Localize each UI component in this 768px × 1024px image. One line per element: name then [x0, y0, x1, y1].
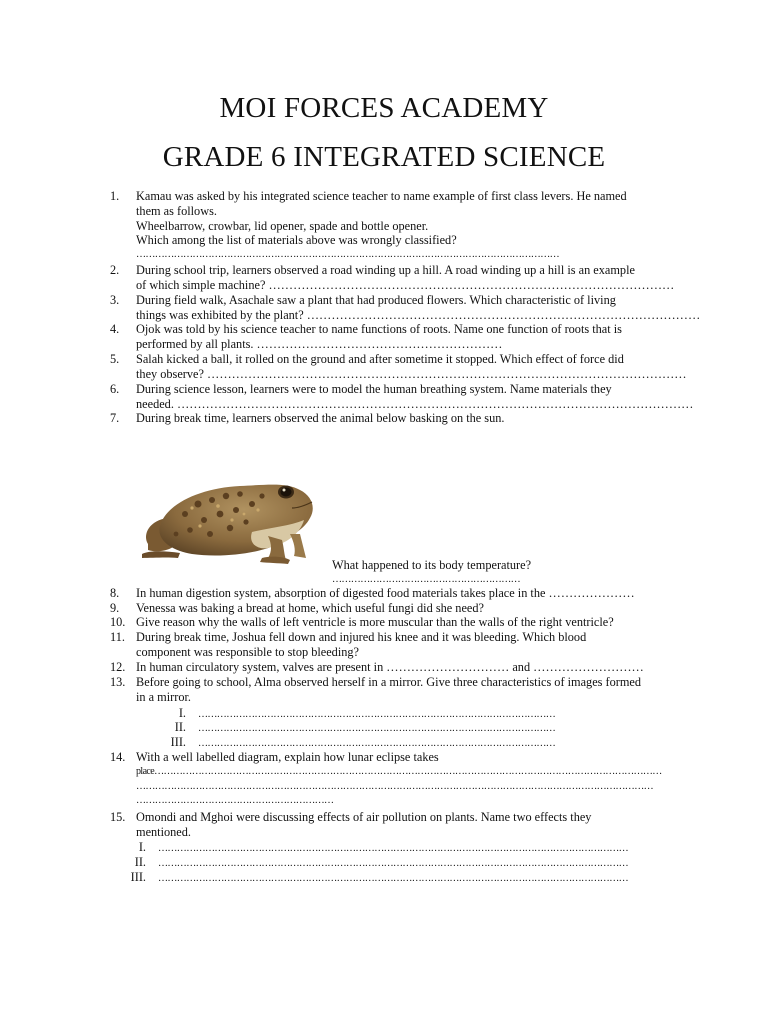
roman-numeral: I.	[178, 706, 186, 720]
question-text: performed by all plants. ……………………………………………………	[136, 336, 503, 351]
question-text: Wheelbarrow, crowbar, lid opener, spade and bottle opener.	[136, 218, 429, 233]
question-text: Venessa was baking a bread at home, which useful fungi did she need?	[136, 601, 484, 615]
question-text: Give reason why the walls of left ventricle is more muscular than the walls of the right ventricle?	[136, 615, 614, 629]
subject-title: GRADE 6 INTEGRATED SCIENCE	[162, 141, 606, 173]
school-title: MOI FORCES ACADEMY	[219, 92, 549, 124]
question-text: mentioned.	[136, 824, 191, 839]
answer-blank[interactable]: ……………………………………………………………………………………………………	[198, 723, 556, 734]
question-12	[110, 660, 690, 675]
question-number: 5.	[110, 352, 120, 366]
question-6	[110, 382, 694, 412]
question-number: 9.	[110, 601, 120, 615]
roman-numeral: III.	[130, 870, 146, 884]
question-number: 2.	[110, 263, 120, 277]
question-14	[110, 750, 680, 809]
question-number: 7.	[110, 411, 120, 425]
question-text: in a mirror.	[136, 689, 191, 704]
question-number: 12.	[110, 660, 126, 674]
answer-blank[interactable]: ……………………………………………………	[332, 574, 521, 585]
q15-answer-3	[120, 870, 628, 887]
answer-blank[interactable]: ………………………………………………………………………………………………………………………	[136, 249, 560, 261]
question-text: Omondi and Mghoi were discussing effects of air pollution on plants. Name two effects they	[136, 810, 592, 824]
toad-image	[140, 474, 320, 566]
question-9	[110, 601, 690, 616]
question-text: they observe? ………………………………………………………………………………………………………	[136, 366, 687, 381]
answer-blank[interactable]: …………………………………………………………………………………………………………………………………………………	[136, 780, 654, 792]
frog-question	[332, 558, 531, 588]
question-13	[110, 675, 690, 705]
question-text: component was responsible to stop bleeding?	[136, 644, 360, 659]
question-text: Kamau was asked by his integrated science teacher to name example of first class levers. He named	[136, 189, 627, 203]
question-1	[110, 189, 690, 263]
roman-numeral: II.	[134, 855, 146, 869]
question-number: 14.	[110, 750, 126, 764]
roman-numeral: II.	[174, 720, 186, 734]
question-text: During school trip, learners observed a road winding up a hill. A road winding up a hill is an example	[136, 263, 635, 277]
question-text: During field walk, Asachale saw a plant that had produced flowers. Which characteristic of living	[136, 293, 616, 307]
question-number: 11.	[110, 630, 125, 644]
question-4	[110, 322, 690, 352]
frog-question-text: What happened to its body temperature?	[332, 558, 532, 572]
question-text: During break time, learners observed the animal below basking on the sun.	[136, 411, 505, 425]
answer-blank[interactable]: place………………………………………………………………………………………………………………………………………………	[136, 765, 662, 777]
question-number: 15.	[110, 810, 126, 824]
question-number: 6.	[110, 382, 120, 396]
answer-blank[interactable]: ……………………………………………………………………………………………………………………………………	[158, 873, 629, 884]
question-3	[110, 293, 701, 323]
answer-blank[interactable]: ………………………………………………………	[136, 795, 334, 807]
question-text: Before going to school, Alma observed herself in a mirror. Give three characteristics of images formed	[136, 675, 642, 689]
question-number: 3.	[110, 293, 120, 307]
question-number: 4.	[110, 322, 120, 336]
question-text: them as follows.	[136, 203, 217, 218]
question-5	[110, 352, 690, 382]
roman-numeral: III.	[170, 735, 186, 749]
answer-blank[interactable]: ……………………………………………………………………………………………………………………………………	[158, 858, 629, 869]
question-text: In human digestion system, absorption of digested food materials takes place in the …………………	[136, 586, 635, 600]
question-15	[110, 810, 690, 840]
question-text: In human circulatory system, valves are present in ………………………… and ………………………	[136, 660, 644, 674]
question-text: of which simple machine? ………………………………………………………………………………………	[136, 277, 675, 292]
question-11	[110, 630, 690, 660]
question-text: Which among the list of materials above was wrongly classified?	[136, 233, 457, 248]
question-2	[110, 263, 690, 293]
answer-blank[interactable]: ……………………………………………………………………………………………………………………………………	[158, 843, 629, 854]
question-text: needed. ………………………………………………………………………………………………………………	[136, 396, 694, 411]
answer-blank[interactable]: ……………………………………………………………………………………………………	[198, 709, 556, 720]
question-number: 8.	[110, 586, 120, 600]
question-text: Salah kicked a ball, it rolled on the ground and after sometime it stopped. Which effect of force did	[136, 352, 624, 366]
question-number: 10.	[110, 615, 126, 629]
question-text: things was exhibited by the plant? ……………………………………………………………………………………	[136, 307, 701, 322]
question-text: Ojok was told by his science teacher to name functions of roots. Name one function of roots that is	[136, 322, 622, 336]
question-8	[110, 586, 690, 601]
question-text: During science lesson, learners were to model the human breathing system. Name materials they	[136, 382, 612, 396]
question-7	[110, 411, 690, 426]
question-text: During break time, Joshua fell down and injured his knee and it was bleeding. Which blood	[136, 630, 587, 644]
question-text: With a well labelled diagram, explain how lunar eclipse takes	[136, 750, 439, 764]
question-10	[110, 615, 690, 630]
roman-numeral: I.	[138, 840, 146, 854]
answer-blank[interactable]: ……………………………………………………………………………………………………	[198, 738, 556, 749]
question-number: 1.	[110, 189, 120, 203]
question-number: 13.	[110, 675, 126, 689]
